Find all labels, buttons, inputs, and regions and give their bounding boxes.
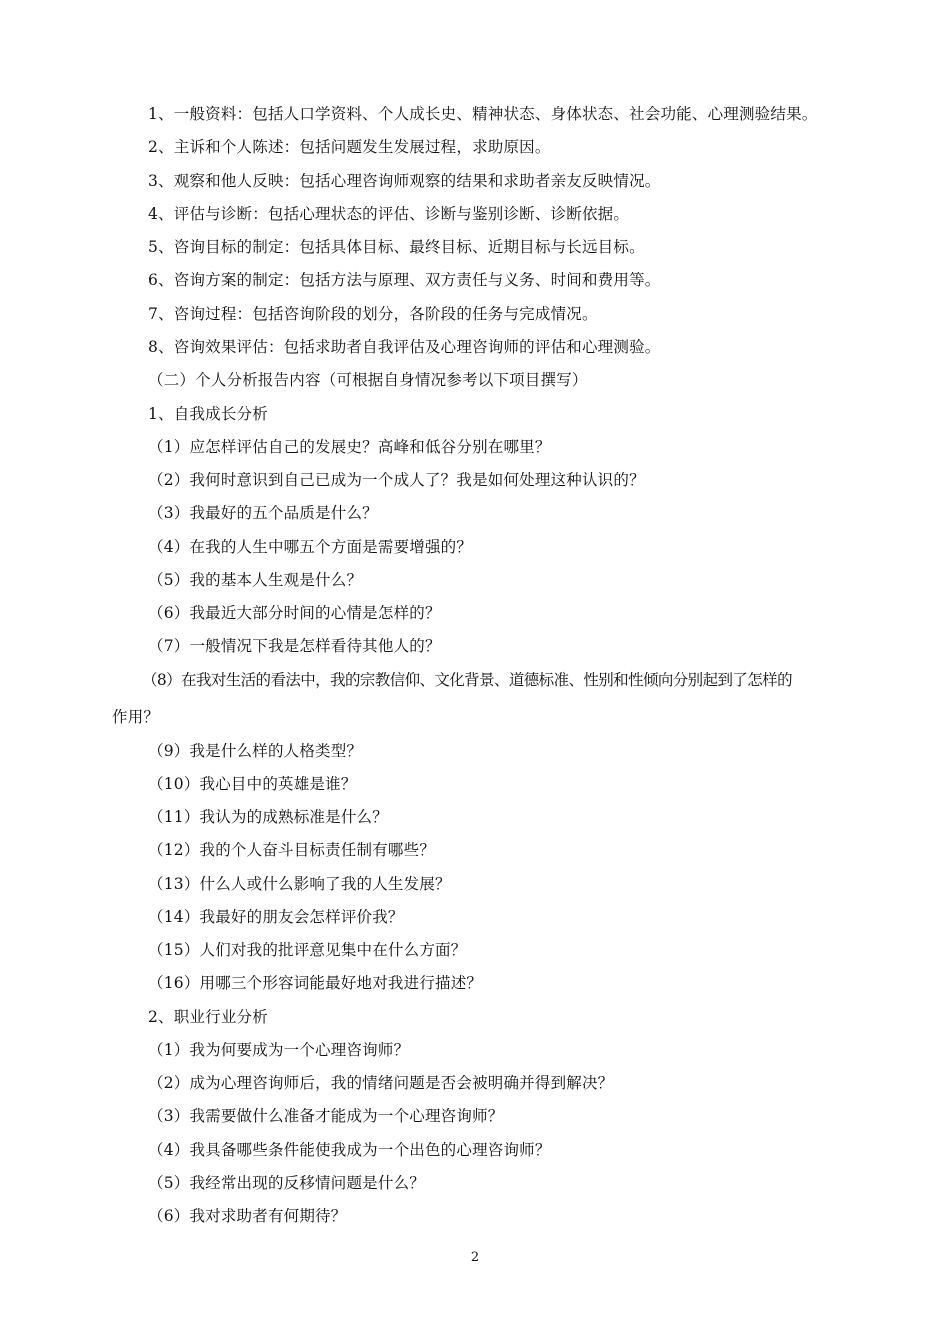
question-item: （1）我为何要成为一个心理咨询师？ <box>148 1041 410 1059</box>
question-item: （3）我最好的五个品质是什么？ <box>148 504 378 522</box>
text-line: 1、一般资料：包括人口学资料、个人成长史、精神状态、身体状态、社会功能、心理测验结果。 <box>148 105 818 123</box>
question-item: （12）我的个人奋斗目标责任制有哪些？ <box>148 841 436 859</box>
question-item: （5）我经常出现的反移情问题是什么？ <box>148 1174 425 1192</box>
question-item: （7）一般情况下我是怎样看待其他人的？ <box>148 637 441 655</box>
question-item: （13）什么人或什么影响了我的人生发展？ <box>148 875 451 893</box>
question-item: （4）在我的人生中哪五个方面是需要增强的？ <box>148 538 473 556</box>
question-item: （3）我需要做什么准备才能成为一个心理咨询师？ <box>148 1107 504 1125</box>
question-item: （2）我何时意识到自己已成为一个成人了？我是如何处理这种认识的？ <box>148 471 645 489</box>
subsection-heading: 1、自我成长分析 <box>148 405 268 423</box>
question-item: （2）成为心理咨询师后，我的情绪问题是否会被明确并得到解决？ <box>148 1074 614 1092</box>
question-item: （15）人们对我的批评意见集中在什么方面？ <box>148 941 467 959</box>
text-line: 7、咨询过程：包括咨询阶段的划分，各阶段的任务与完成情况。 <box>148 305 598 323</box>
question-item: （11）我认为的成熟标准是什么？ <box>148 808 388 826</box>
question-item: （6）我最近大部分时间的心情是怎样的？ <box>148 604 441 622</box>
text-line: 4、评估与诊断：包括心理状态的评估、诊断与鉴别诊断、诊断依据。 <box>148 205 630 223</box>
question-item: （1）应怎样评估自己的发展史？高峰和低谷分别在哪里？ <box>148 438 551 456</box>
question-item: （10）我心目中的英雄是谁？ <box>148 775 357 793</box>
section-heading: （二）个人分析报告内容（可根据自身情况参考以下项目撰写） <box>148 371 588 389</box>
question-item: （4）我具备哪些条件能使我成为一个出色的心理咨询师？ <box>148 1141 551 1159</box>
question-item: （9）我是什么样的人格类型？ <box>148 742 363 760</box>
text-line: 2、主诉和个人陈述：包括问题发生发展过程，求助原因。 <box>148 138 551 156</box>
subsection-heading: 2、职业行业分析 <box>148 1008 268 1026</box>
text-line: 5、咨询目标的制定：包括具体目标、最终目标、近期目标与长远目标。 <box>148 238 645 256</box>
question-item-continuation: 作用？ <box>112 708 160 726</box>
question-item: （14）我最好的朋友会怎样评价我？ <box>148 908 404 926</box>
question-item: （8）在我对生活的看法中，我的宗教信仰、文化背景、道德标准、性别和性倾向分别起到了怎样的 <box>142 671 792 689</box>
page-number: 2 <box>470 1250 480 1265</box>
text-line: 3、观察和他人反映：包括心理咨询师观察的结果和求助者亲友反映情况。 <box>148 172 661 190</box>
question-item: （6）我对求助者有何期待？ <box>148 1207 347 1225</box>
text-line: 8、咨询效果评估：包括求助者自我评估及心理咨询师的评估和心理测验。 <box>148 338 661 356</box>
question-item: （16）用哪三个形容词能最好地对我进行描述？ <box>148 974 483 992</box>
question-item: （5）我的基本人生观是什么？ <box>148 571 363 589</box>
text-line: 6、咨询方案的制定：包括方法与原理、双方责任与义务、时间和费用等。 <box>148 271 661 289</box>
